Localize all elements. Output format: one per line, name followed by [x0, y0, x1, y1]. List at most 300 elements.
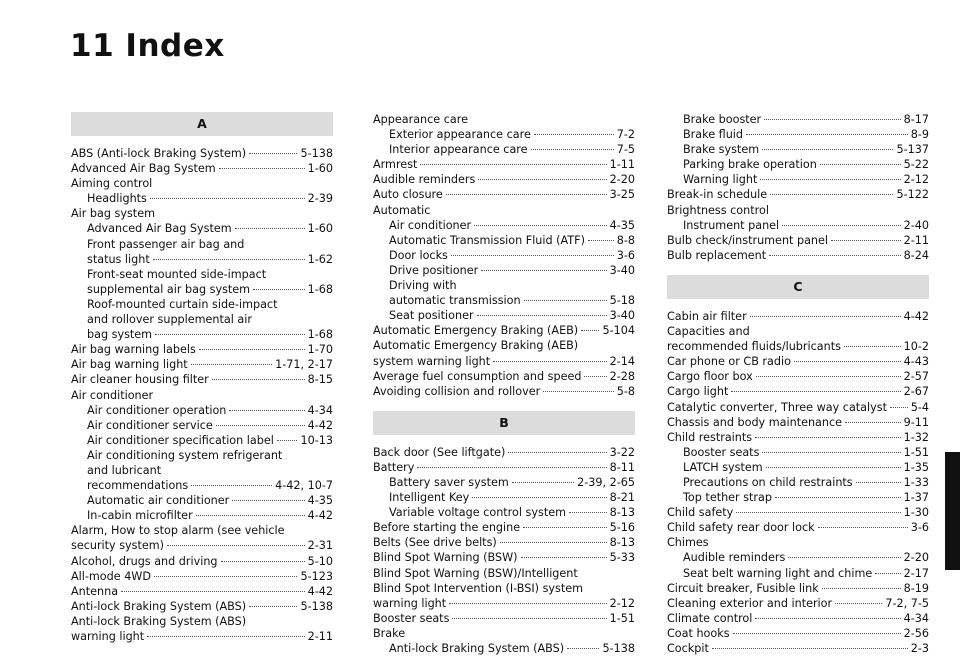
index-entry-label: Alcohol, drugs and driving — [71, 554, 218, 568]
index-heading-text: Front-seat mounted side-impact — [87, 267, 267, 281]
dot-leader — [191, 485, 272, 486]
index-entry-label: recommended fluids/lubricants — [667, 340, 841, 354]
index-heading-text: Alarm, How to stop alarm (see vehicle — [71, 524, 285, 538]
index-heading-text: and lubricant — [87, 463, 162, 477]
index-entry-label: Exterior appearance care — [389, 128, 531, 142]
index-entry-page: 8-24 — [903, 248, 929, 262]
dot-leader — [523, 527, 606, 528]
index-entry-page: 2-40 — [903, 218, 929, 232]
index-entry[interactable] — [667, 505, 929, 520]
dot-leader — [736, 512, 900, 513]
index-entry[interactable] — [667, 400, 929, 415]
index-entry[interactable] — [71, 191, 333, 206]
index-entry-page: 10-13 — [300, 433, 333, 447]
index-entry-label: Drive positioner — [389, 263, 479, 277]
index-entry[interactable] — [373, 505, 635, 520]
index-entry[interactable] — [667, 112, 929, 127]
index-entry[interactable] — [373, 490, 635, 505]
index-entry-page: 8-15 — [307, 373, 333, 387]
index-entry-label: Cargo light — [667, 385, 729, 399]
index-entry-page: 2-11 — [903, 233, 929, 247]
index-entry-page: 8-8 — [616, 233, 635, 247]
index-entry-label: Booster seats — [373, 611, 450, 625]
index-entry-page: 2-12 — [609, 596, 635, 610]
index-entry-page: 7-2 — [616, 128, 635, 142]
dot-leader — [820, 164, 901, 165]
dot-leader — [216, 425, 305, 426]
index-entry[interactable] — [71, 282, 333, 297]
index-entry-page: 5-8 — [616, 384, 635, 398]
index-entry[interactable] — [373, 475, 635, 490]
dot-leader — [500, 542, 607, 543]
index-entry-page: 5-4 — [910, 400, 929, 414]
index-entry[interactable] — [667, 233, 929, 248]
index-entry-page: 8-17 — [903, 113, 929, 126]
index-column-2 — [373, 112, 635, 656]
dot-leader — [508, 452, 606, 453]
index-entry-label: Top tether strap — [683, 491, 772, 505]
dot-leader — [822, 588, 901, 589]
index-entry[interactable] — [667, 369, 929, 384]
index-entry-page: 9-11 — [903, 415, 929, 429]
index-entry-page: 4-42, 10-7 — [275, 479, 333, 493]
dot-leader — [147, 636, 304, 637]
index-entry-page: 1-51 — [609, 611, 635, 625]
index-entry[interactable] — [667, 611, 929, 626]
index-entry-page: 1-51 — [903, 445, 929, 459]
index-entry-page: 3-25 — [609, 188, 635, 202]
index-entry-page: 2-20 — [903, 551, 929, 565]
index-entry-page: 1-68 — [307, 328, 333, 342]
dot-leader — [417, 467, 606, 468]
index-entry-label: Cabin air filter — [667, 309, 747, 323]
index-entry-label: Brake booster — [683, 113, 762, 126]
index-entry[interactable] — [667, 626, 929, 641]
index-entry-page: 1-11 — [609, 158, 635, 172]
index-entry[interactable] — [373, 263, 635, 278]
index-entry[interactable] — [667, 354, 929, 369]
index-heading-text: Brightness control — [667, 203, 769, 217]
index-entry[interactable] — [667, 641, 929, 656]
index-heading-text: Air conditioner — [71, 388, 154, 402]
index-entry-label: supplemental air bag system — [87, 282, 251, 296]
dot-leader — [232, 500, 304, 501]
index-entry-label: Bulb replacement — [667, 248, 767, 262]
dot-leader — [856, 482, 901, 483]
index-entry[interactable] — [667, 430, 929, 445]
index-entry[interactable] — [667, 596, 929, 611]
index-entry[interactable] — [667, 142, 929, 157]
dot-leader — [762, 452, 900, 453]
dot-leader — [524, 300, 607, 301]
index-entry[interactable] — [71, 569, 333, 584]
index-entry-page: 8-13 — [609, 536, 635, 550]
index-entry-page: 10-2 — [903, 340, 929, 354]
index-entry-page: 2-12 — [903, 173, 929, 187]
section-letter-heading: C — [667, 275, 929, 299]
index-entry-label: Interior appearance care — [389, 143, 528, 157]
index-entry[interactable] — [373, 354, 635, 369]
index-entry-label: Cleaning exterior and interior — [667, 596, 833, 610]
index-entry-page: 2-28 — [609, 369, 635, 383]
dot-leader — [835, 603, 882, 604]
dot-leader — [712, 648, 908, 649]
index-entry-label: Auto closure — [373, 188, 443, 202]
index-entry-page: 2-39, 2-65 — [577, 475, 635, 489]
index-entry[interactable] — [667, 566, 929, 581]
index-entry[interactable] — [373, 308, 635, 323]
dot-leader — [588, 240, 614, 241]
dot-leader — [474, 225, 606, 226]
dot-leader — [277, 440, 298, 441]
page-title: 11 Index — [70, 28, 225, 64]
index-entry-page: 4-34 — [903, 611, 929, 625]
index-entry-page: 5-123 — [300, 569, 333, 583]
index-heading-text: Air conditioning system refrigerant — [87, 448, 283, 462]
index-entry[interactable] — [667, 415, 929, 430]
index-entry-page: 2-31 — [307, 539, 333, 553]
index-entry[interactable] — [71, 221, 333, 236]
index-entry-page: 1-62 — [307, 252, 333, 266]
index-entry[interactable] — [71, 403, 333, 418]
index-entry-label: Avoiding collision and rollover — [373, 384, 541, 398]
dot-leader — [121, 591, 305, 592]
index-column-3 — [667, 112, 929, 656]
dot-leader — [731, 391, 900, 392]
index-entry-page: 1-33 — [903, 475, 929, 489]
dot-leader — [762, 149, 893, 150]
index-entry-page: 2-56 — [903, 626, 929, 640]
dot-leader — [249, 153, 297, 154]
dot-leader — [769, 255, 900, 256]
index-entry-page: 4-35 — [307, 494, 333, 508]
index-heading-text: Front passenger air bag and — [87, 237, 245, 251]
index-entry-label: Air bag warning labels — [71, 343, 196, 357]
index-entry-page: 3-40 — [609, 309, 635, 323]
dot-leader — [844, 346, 901, 347]
index-entry-label: Variable voltage control system — [389, 506, 566, 520]
index-entry-page: 5-33 — [609, 551, 635, 565]
dot-leader — [746, 134, 908, 135]
index-entry-page: 1-68 — [307, 282, 333, 296]
dot-leader — [766, 467, 901, 468]
index-entry-label: Parking brake operation — [683, 158, 817, 172]
dot-leader — [249, 606, 297, 607]
index-entry-page: 8-9 — [910, 128, 929, 142]
index-entry[interactable] — [667, 218, 929, 233]
index-entry[interactable] — [667, 460, 929, 475]
index-entry-label: recommendations — [87, 479, 189, 493]
index-entry[interactable] — [373, 445, 635, 460]
index-entry-page: 4-35 — [609, 218, 635, 232]
index-entry-label: Seat positioner — [389, 309, 474, 323]
index-entry-label: Climate control — [667, 611, 753, 625]
dot-leader — [472, 497, 606, 498]
index-entry-label: Air bag warning light — [71, 358, 188, 372]
index-entry[interactable] — [667, 187, 929, 202]
index-entry-page: 5-138 — [602, 642, 635, 655]
index-entry-label: Cockpit — [667, 642, 709, 655]
index-entry-label: Automatic air conditioner — [87, 494, 230, 508]
index-entry-label: Advanced Air Bag System — [87, 222, 232, 236]
index-entry-page: 1-60 — [307, 222, 333, 236]
index-entry-page: 8-11 — [609, 460, 635, 474]
index-entry[interactable] — [667, 581, 929, 596]
index-heading-text: Aiming control — [71, 177, 153, 191]
index-entry-page: 5-16 — [609, 521, 635, 535]
dot-leader — [167, 545, 305, 546]
index-entry-label: Catalytic converter, Three way catalyst — [667, 400, 887, 414]
index-entry-page: 5-138 — [300, 599, 333, 613]
dot-leader — [420, 164, 606, 165]
dot-leader — [477, 315, 607, 316]
index-entry[interactable] — [373, 384, 635, 399]
index-heading-text: Air bag system — [71, 207, 155, 221]
index-entry-label: Antenna — [71, 584, 119, 598]
index-entry-page: 5-122 — [896, 188, 929, 202]
index-entry[interactable] — [667, 309, 929, 324]
index-entry-label: warning light — [71, 630, 145, 643]
index-entry[interactable] — [373, 323, 635, 338]
index-entry-label: Instrument panel — [683, 218, 780, 232]
index-entry-page: 5-18 — [609, 294, 635, 308]
index-heading-text: Anti-lock Braking System (ABS) — [71, 614, 247, 628]
index-entry[interactable] — [373, 157, 635, 172]
index-entry-label: ABS (Anti-lock Braking System) — [71, 147, 247, 160]
index-entry-label: Battery — [373, 460, 415, 474]
index-entry[interactable] — [71, 327, 333, 342]
index-entry[interactable] — [373, 127, 635, 142]
dot-leader — [150, 198, 305, 199]
dot-leader — [446, 194, 607, 195]
index-entry-page: 1-30 — [903, 506, 929, 520]
index-entry[interactable] — [71, 252, 333, 267]
index-entry-page: 5-137 — [896, 143, 929, 157]
index-entry[interactable] — [667, 550, 929, 565]
index-entry-label: Air conditioner operation — [87, 403, 227, 417]
index-entry[interactable] — [373, 172, 635, 187]
index-entry-label: Car phone or CB radio — [667, 355, 791, 369]
index-entry[interactable] — [667, 490, 929, 505]
index-entry[interactable] — [667, 127, 929, 142]
index-entry-label: Precautions on child restraints — [683, 475, 853, 489]
dot-leader — [449, 603, 606, 604]
index-entry[interactable] — [71, 418, 333, 433]
index-entry-label: Automatic Emergency Braking (AEB) — [373, 324, 579, 338]
index-entry[interactable] — [667, 157, 929, 172]
dot-leader — [154, 576, 298, 577]
index-entry-page: 2-39 — [307, 192, 333, 206]
index-entry[interactable] — [71, 508, 333, 523]
index-entry[interactable] — [71, 538, 333, 553]
index-entry[interactable] — [71, 146, 333, 161]
index-entry-page: 4-42 — [307, 584, 333, 598]
index-entry-label: Automatic Transmission Fluid (ATF) — [389, 233, 585, 247]
dot-leader — [845, 422, 901, 423]
index-entry-page: 5-22 — [903, 158, 929, 172]
index-entry[interactable] — [373, 460, 635, 475]
index-heading-text: and rollover supplemental air — [87, 313, 252, 327]
dot-leader — [581, 330, 599, 331]
index-entry[interactable] — [373, 520, 635, 535]
index-entry[interactable] — [373, 596, 635, 611]
index-entry-page: 4-43 — [903, 355, 929, 369]
index-heading-text: Chimes — [667, 536, 709, 550]
index-entry[interactable] — [667, 520, 929, 535]
index-entry-page: 5-10 — [307, 554, 333, 568]
index-entry[interactable] — [373, 369, 635, 384]
index-entry-page: 2-57 — [903, 370, 929, 384]
dot-leader — [221, 561, 305, 562]
index-entry[interactable] — [71, 357, 333, 372]
dot-leader — [493, 361, 606, 362]
dot-leader — [451, 255, 614, 256]
index-entry-label: Anti-lock Braking System (ABS) — [71, 599, 247, 613]
dot-leader — [567, 648, 599, 649]
index-entry-page: 3-6 — [910, 521, 929, 535]
index-entry[interactable] — [71, 372, 333, 387]
dot-leader — [212, 379, 305, 380]
index-entry-label: bag system — [87, 328, 153, 342]
index-heading-text: Blind Spot Warning (BSW)/Intelligent — [373, 566, 578, 580]
index-entry-label: Blind Spot Warning (BSW) — [373, 551, 518, 565]
index-entry-label: Before starting the engine — [373, 521, 521, 535]
index-heading-text: Roof-mounted curtain side-impact — [87, 297, 278, 311]
dot-leader — [531, 149, 614, 150]
index-entry[interactable] — [667, 384, 929, 399]
index-entry[interactable] — [667, 172, 929, 187]
index-entry[interactable] — [71, 342, 333, 357]
dot-leader — [788, 557, 900, 558]
index-entry-label: Brake system — [683, 143, 760, 157]
index-entry-page: 3-40 — [609, 263, 635, 277]
index-entry[interactable] — [71, 584, 333, 599]
index-entry[interactable] — [71, 554, 333, 569]
index-entry-page: 4-42 — [307, 418, 333, 432]
index-entry-label: Child safety — [667, 506, 734, 520]
index-entry-page: 3-22 — [609, 445, 635, 459]
index-entry-page: 5-104 — [602, 324, 635, 338]
index-entry-label: Audible reminders — [373, 173, 476, 187]
index-heading-text: Automatic — [373, 203, 431, 217]
index-entry[interactable] — [373, 293, 635, 308]
dot-leader — [750, 316, 901, 317]
index-entry-label: Armrest — [373, 158, 418, 172]
index-entry-label: Audible reminders — [683, 551, 786, 565]
dot-leader — [733, 633, 901, 634]
index-entry[interactable] — [667, 445, 929, 460]
index-entry-label: Seat belt warning light and chime — [683, 566, 873, 580]
index-entry-label: warning light — [373, 596, 447, 610]
dot-leader — [153, 259, 305, 260]
index-entry[interactable] — [373, 611, 635, 626]
dot-leader — [818, 527, 908, 528]
index-entry-page: 1-35 — [903, 460, 929, 474]
index-heading-text: Automatic Emergency Braking (AEB) — [373, 339, 579, 353]
dot-leader — [219, 168, 305, 169]
index-entry-label: Air cleaner housing filter — [71, 373, 209, 387]
dot-leader — [253, 289, 305, 290]
index-entry[interactable] — [667, 339, 929, 354]
dot-leader — [760, 179, 900, 180]
index-entry[interactable] — [373, 233, 635, 248]
index-entry-label: Back door (See liftgate) — [373, 445, 506, 459]
index-entry[interactable] — [373, 248, 635, 263]
index-entry-label: Cargo floor box — [667, 370, 753, 384]
dot-leader — [196, 515, 305, 516]
dot-leader — [452, 618, 606, 619]
index-entry-label: system warning light — [373, 354, 491, 368]
index-entry-label: Battery saver system — [389, 475, 509, 489]
index-entry-page: 2-11 — [307, 630, 333, 643]
index-entry[interactable] — [667, 475, 929, 490]
index-entry-page: 8-13 — [609, 506, 635, 520]
index-entry[interactable] — [71, 599, 333, 614]
dot-leader — [584, 376, 606, 377]
index-entry-label: Break-in schedule — [667, 188, 768, 202]
index-entry-label: Bulb check/instrument panel — [667, 233, 829, 247]
index-entry[interactable] — [373, 550, 635, 565]
index-heading-text: Brake — [373, 626, 406, 640]
index-entry[interactable] — [667, 248, 929, 263]
index-entry-label: Air conditioner — [389, 218, 472, 232]
dot-leader — [521, 557, 607, 558]
index-entry[interactable] — [373, 142, 635, 157]
index-entry[interactable] — [373, 187, 635, 202]
dot-leader — [755, 618, 900, 619]
index-entry[interactable] — [71, 433, 333, 448]
index-entry-page: 1-71, 2-17 — [275, 358, 333, 372]
index-entry-page: 4-34 — [307, 403, 333, 417]
index-entry[interactable] — [71, 629, 333, 644]
index-entry[interactable] — [373, 641, 635, 656]
index-entry[interactable] — [71, 161, 333, 176]
chapter-thumb-tab — [945, 452, 960, 570]
index-entry[interactable] — [71, 478, 333, 493]
section-letter-heading: A — [71, 112, 333, 136]
index-heading-text: Appearance care — [373, 113, 468, 126]
index-entry-page: 2-20 — [609, 173, 635, 187]
index-entry-label: Air conditioner specification label — [87, 433, 274, 447]
index-entry-label: Brake fluid — [683, 128, 743, 142]
dot-leader — [478, 179, 606, 180]
index-entry-label: In-cabin microfilter — [87, 509, 193, 523]
index-heading-text: Capacities and — [667, 325, 750, 339]
index-entry-page: 5-138 — [300, 147, 333, 160]
index-entry-page: 1-32 — [903, 430, 929, 444]
index-entry[interactable] — [373, 218, 635, 233]
dot-leader — [890, 407, 908, 408]
index-entry-label: Door locks — [389, 248, 448, 262]
index-entry-label: Advanced Air Bag System — [71, 162, 216, 176]
dot-leader — [481, 270, 606, 271]
index-entry-label: Coat hooks — [667, 626, 730, 640]
index-entry-page: 2-14 — [609, 354, 635, 368]
dot-leader — [875, 573, 900, 574]
index-heading-text: Blind Spot Intervention (I-BSI) system — [373, 581, 584, 595]
index-entry-page: 7-5 — [616, 143, 635, 157]
dot-leader — [235, 228, 305, 229]
index-entry[interactable] — [71, 493, 333, 508]
index-entry-page: 3-6 — [616, 248, 635, 262]
index-entry-page: 1-60 — [307, 162, 333, 176]
index-entry-page: 2-67 — [903, 385, 929, 399]
dot-leader — [512, 482, 574, 483]
index-entry[interactable] — [373, 535, 635, 550]
dot-leader — [794, 361, 901, 362]
index-entry-page: 8-21 — [609, 491, 635, 505]
index-entry-label: Headlights — [87, 192, 147, 206]
